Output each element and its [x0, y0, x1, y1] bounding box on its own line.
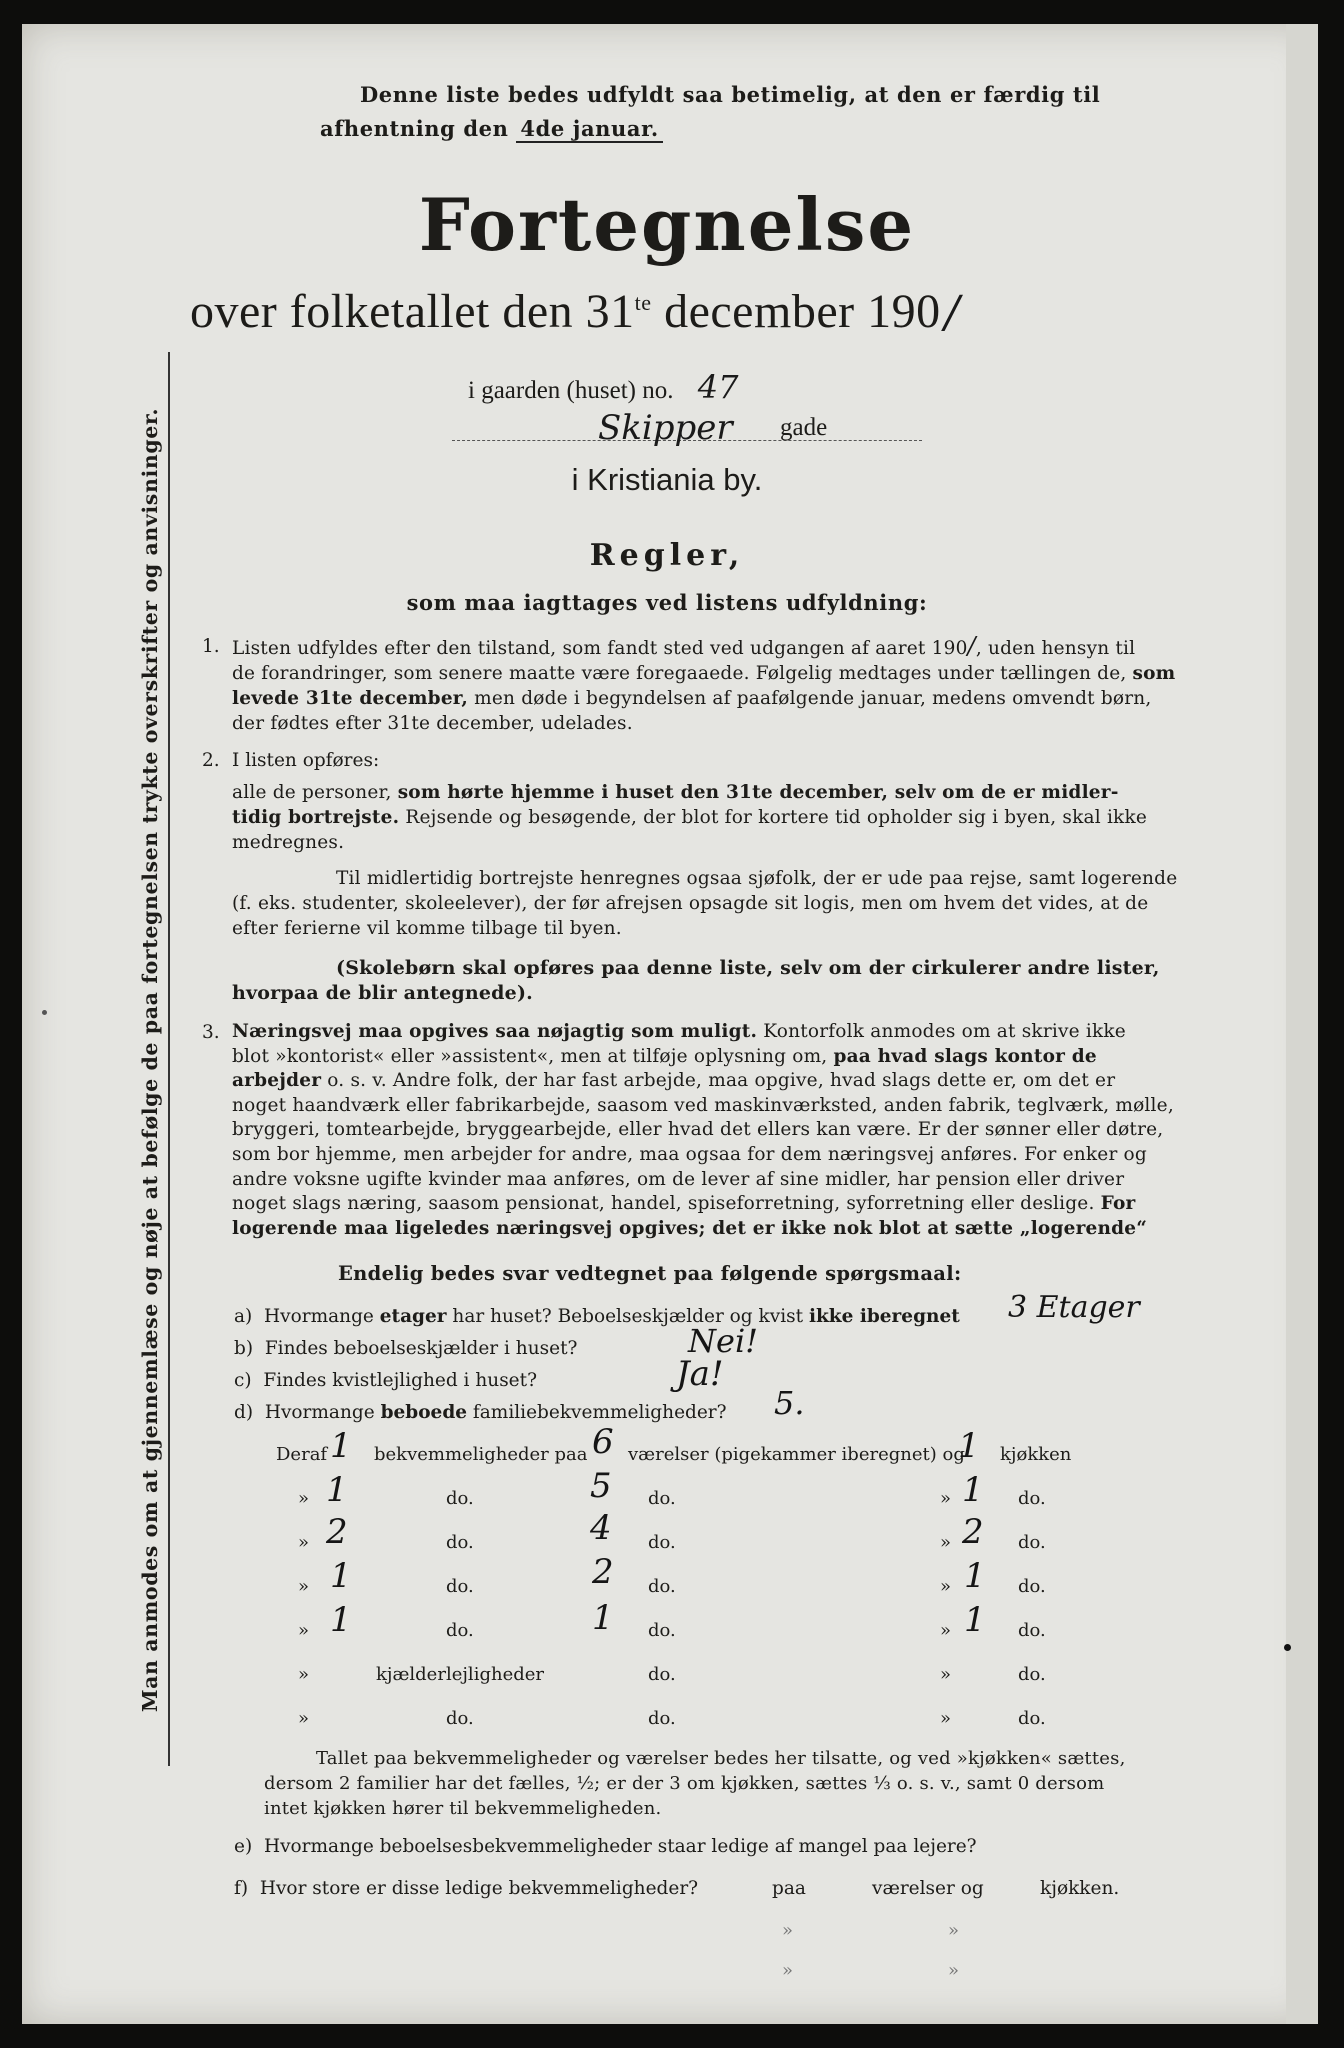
rule3-line2b: paa hvad slags kontor de: [833, 1045, 1097, 1067]
row4-do1: do.: [446, 1576, 474, 1597]
rule3-line6: som bor hjemme, men arbejder for andre, maa ogsaa for dem næringsvej anføres. For enker og: [232, 1143, 1147, 1165]
rule3-text: [232, 1020, 1174, 1241]
question-e-text: Hvormange beboelsesbekvemmeligheder staar ledige af mangel paa lejere?: [263, 1836, 977, 1857]
row4-kitchens-hand: 1: [964, 1556, 986, 1596]
rule1-line1a: Listen udfyldes efter den tilstand, som fandt sted ved udgangen af aaret 190: [232, 638, 968, 659]
row3-do3: do.: [1018, 1532, 1046, 1553]
table-note: [264, 1746, 1150, 1821]
row4-count-hand: 1: [330, 1556, 352, 1596]
row2-kitchens-hand: 1: [962, 1470, 984, 1510]
table-col1-header: bekvemmeligheder paa: [374, 1444, 588, 1465]
row4-rooms-hand: 2: [592, 1552, 614, 1592]
rule3-line9: logerende maa ligeledes næringsvej opgives; det er ikke nok blot at sætte „logerende“: [232, 1217, 1148, 1239]
row6-quote: »: [298, 1664, 310, 1685]
rule2-para3-line1: (Skolebørn skal opføres paa denne liste, selv om der cirkulerer andre lister,: [336, 957, 1160, 979]
question-d-text1: Hvormange: [264, 1402, 375, 1423]
row5-quote: »: [298, 1620, 310, 1641]
question-a-text2: etager: [379, 1306, 447, 1327]
question-f-text: Hvor store er disse ledige bekvemmeligheder?: [259, 1878, 699, 1899]
question-c: [234, 1370, 537, 1391]
year-handwritten: /: [944, 287, 960, 338]
row6-quote2: »: [940, 1664, 952, 1685]
row7-do3: do.: [1018, 1708, 1046, 1729]
row5-do2: do.: [648, 1620, 676, 1641]
answer-b-hand: Nei!: [688, 1322, 759, 1360]
row2-do2: do.: [648, 1488, 676, 1509]
rule2-line2a: tidig bortrejste.: [232, 807, 400, 828]
street-suffix: gade: [780, 414, 828, 441]
table-note-line2: dersom 2 familier har det fælles, ½; er der 3 om kjøkken, sættes ⅓ o. s. v., samt 0 dersom: [264, 1773, 1105, 1794]
row7-quote2: »: [940, 1708, 952, 1729]
row3-quote: »: [298, 1532, 310, 1553]
row3-quote2: »: [940, 1532, 952, 1553]
row5-quote2: »: [940, 1620, 952, 1641]
page-edge: [1286, 24, 1318, 2024]
row3-kitchens-hand: 2: [962, 1512, 984, 1552]
rule3-number: 3.: [202, 1022, 220, 1043]
rule2-text: [232, 780, 1150, 855]
rule1-year-hand: /: [967, 632, 976, 660]
question-f-vaer: værelser og: [872, 1878, 984, 1899]
page-subtitle: [190, 284, 960, 339]
rule1-line2b: som: [1132, 663, 1176, 684]
rule2-line3: medregnes.: [232, 832, 345, 853]
question-f-paa: paa: [772, 1878, 806, 1899]
row1-kitchens-hand: 1: [958, 1426, 980, 1466]
rule1-line1b: , uden hensyn til: [975, 638, 1136, 659]
rule3-line3b: o. s. v. Andre folk, der har fast arbejde, maa opgive, hvad slags dette er, om det er: [327, 1070, 1116, 1092]
row3-do2: do.: [648, 1532, 676, 1553]
table-col3-header: kjøkken: [1000, 1444, 1072, 1465]
rule2-line1a: alle de personer,: [232, 782, 392, 803]
question-a-text1: Hvormange: [264, 1306, 374, 1327]
paper-speck: [42, 1010, 47, 1015]
row-f3-quote2: »: [948, 1960, 960, 1981]
question-f: [234, 1878, 698, 1899]
ink-speck: [1284, 1644, 1291, 1651]
row5-kitchens-hand: 1: [964, 1600, 986, 1640]
rule2-para2-line2: (f. eks. studenter, skoleelever), der før afrejsen opsagde sit logis, men om hvem det vides, at de: [232, 893, 1149, 914]
rule2-line2b: Rejsende og besøgende, der blot for kortere tid opholder sig i byen, skal ikke: [405, 807, 1148, 828]
row2-do1: do.: [446, 1488, 474, 1509]
row4-do3: do.: [1018, 1576, 1046, 1597]
house-number-hand: 47: [697, 368, 739, 406]
rule2-para2: [232, 866, 1178, 941]
row3-do1: do.: [446, 1532, 474, 1553]
question-f-label: f): [234, 1878, 249, 1899]
row3-rooms-hand: 4: [590, 1508, 612, 1548]
subtitle-suffix: december 190: [664, 285, 941, 338]
rule1-line4: der fødtes efter 31te december, udelades.: [232, 713, 633, 734]
rules-title: Regler,: [589, 538, 745, 573]
rule2-intro: I listen opføres:: [232, 750, 380, 771]
row1-rooms-hand: 6: [592, 1422, 614, 1462]
question-b: [234, 1338, 577, 1359]
row7-quote: »: [298, 1708, 310, 1729]
rule2-para2-line1: Til midlertidig bortrejste henregnes ogsaa sjøfolk, der er ude paa rejse, samt logerende: [336, 868, 1178, 889]
row6-do2: do.: [648, 1664, 676, 1685]
subtitle-sup: te: [634, 290, 652, 315]
rule3-line1a: Næringsvej maa opgives saa nøjagtig som muligt.: [232, 1021, 758, 1042]
question-a-text3: har huset? Beboelseskjælder og kvist: [452, 1306, 804, 1327]
question-a-text4: ikke iberegnet: [808, 1306, 960, 1327]
street-name-hand: Skipper: [598, 408, 733, 448]
question-e: [234, 1836, 977, 1857]
question-f-kjok: kjøkken.: [1040, 1878, 1120, 1899]
row7-do1: do.: [446, 1708, 474, 1729]
header-note-date: 4de januar.: [516, 116, 662, 143]
row4-quote: »: [298, 1576, 310, 1597]
cellar-label: kjælderlejligheder: [376, 1664, 544, 1685]
question-d: [234, 1402, 727, 1423]
question-a: [234, 1306, 960, 1327]
rule2-para3-line2: hvorpaa de blir antegnede).: [232, 982, 533, 1004]
rule2-para3: [232, 956, 1160, 1006]
row4-quote2: »: [940, 1576, 952, 1597]
rule3-line3a: arbejder: [232, 1070, 322, 1092]
rule3-line8b: For: [1100, 1193, 1136, 1215]
question-e-label: e): [234, 1836, 253, 1857]
header-note-prefix: afhentning den: [320, 116, 509, 141]
row-f2-quote1: »: [782, 1920, 794, 1941]
rule1-line2a: de forandringer, som senere maatte være foregaaede. Følgelig medtages under tællingen de,: [232, 663, 1127, 684]
question-d-text2: beboede: [380, 1402, 468, 1423]
row1-count-hand: 1: [330, 1426, 352, 1466]
answer-d-hand: 5.: [774, 1384, 805, 1422]
row3-count-hand: 2: [326, 1512, 348, 1552]
row-f2-quote2: »: [948, 1920, 960, 1941]
answer-c-hand: Ja!: [676, 1354, 724, 1394]
house-number-line: [468, 368, 738, 406]
city-line: i Kristiania by.: [571, 462, 763, 497]
rule3-line2a: blot »kontorist« eller »assistent«, men at tilføje oplysning om,: [232, 1045, 828, 1067]
row-f3-quote1: »: [782, 1960, 794, 1981]
rule2-number: 2.: [202, 750, 220, 771]
table-first-prefix: Deraf: [276, 1444, 328, 1465]
row2-quote: »: [298, 1488, 310, 1509]
header-note-line1: Denne liste bedes udfyldt saa betimelig, at den er færdig til: [360, 82, 1101, 107]
rule3-line5: bryggeri, tomtearbejde, bryggearbejde, eller hvad det ellers kan være. Er der sønner eller døtre,: [232, 1119, 1164, 1141]
row7-do2: do.: [648, 1708, 676, 1729]
question-c-label: c): [234, 1370, 252, 1391]
row5-do1: do.: [446, 1620, 474, 1641]
question-a-label: a): [234, 1306, 253, 1327]
header-note-line2: [320, 116, 663, 141]
row5-do3: do.: [1018, 1620, 1046, 1641]
rules-subtitle: som maa iagttages ved listens udfyldning:: [406, 590, 928, 615]
row6-do3: do.: [1018, 1664, 1046, 1685]
question-c-text: Findes kvistlejlighed i huset?: [263, 1370, 537, 1391]
rule3-line4: noget haandværk eller fabrikarbejde, saasom ved maskinværksted, anden fabrik, teglværk, mølle,: [232, 1094, 1174, 1116]
question-b-label: b): [234, 1338, 254, 1359]
rule3-line8a: noget slags næring, saasom pensionat, handel, spiseforretning, syforretning eller deslige.: [232, 1193, 1095, 1215]
rule2-para2-line3: efter ferierne vil komme tilbage til byen.: [232, 918, 622, 939]
rule1-line3a: levede 31te december,: [232, 688, 469, 709]
row5-rooms-hand: 1: [592, 1598, 614, 1638]
row4-do2: do.: [648, 1576, 676, 1597]
row2-count-hand: 1: [326, 1470, 348, 1510]
page-title: Fortegnelse: [418, 182, 916, 267]
rule1-line3b: men døde i begyndelsen af paafølgende januar, medens omvendt børn,: [474, 688, 1152, 709]
rule1-number: 1.: [202, 636, 220, 657]
table-note-line1: Tallet paa bekvemmeligheder og værelser bedes her tilsatte, og ved »kjøkken« sættes,: [316, 1748, 1126, 1769]
answer-a-hand: 3 Etager: [1008, 1290, 1140, 1325]
rule1-text: [232, 632, 1176, 736]
rule3-line7: andre voksne ugifte kvinder maa anføres, om de lever af sine midler, har pension eller driver: [232, 1168, 1125, 1190]
house-label: i gaarden (huset) no.: [468, 377, 674, 404]
row2-quote2: »: [940, 1488, 952, 1509]
side-instruction-note: Man anmodes om at gjennemlæse og nøje at befølge de paa fortegnelsen trykte overskrifter og anvisninger.: [138, 407, 162, 1713]
question-b-text: Findes beboelseskjælder i huset?: [264, 1338, 578, 1359]
table-note-line3: intet kjøkken hører til bekvemmeligheden.: [264, 1798, 662, 1819]
row5-count-hand: 1: [330, 1600, 352, 1640]
questions-intro: Endelig bedes svar vedtegnet paa følgende spørgsmaal:: [338, 1262, 962, 1285]
table-col2-header: værelser (pigekammer iberegnet) og: [628, 1444, 965, 1465]
row2-rooms-hand: 5: [590, 1466, 612, 1506]
rule3-line1b: Kontorfolk anmodes om at skrive ikke: [763, 1021, 1126, 1042]
question-d-label: d): [234, 1402, 254, 1423]
question-d-text3: familiebekvemmeligheder?: [472, 1402, 727, 1423]
subtitle-prefix: over folketallet den 31: [190, 285, 635, 338]
rule2-line1b: som hørte hjemme i huset den 31te december, selv om de er midler-: [397, 782, 1119, 803]
row2-do3: do.: [1018, 1488, 1046, 1509]
